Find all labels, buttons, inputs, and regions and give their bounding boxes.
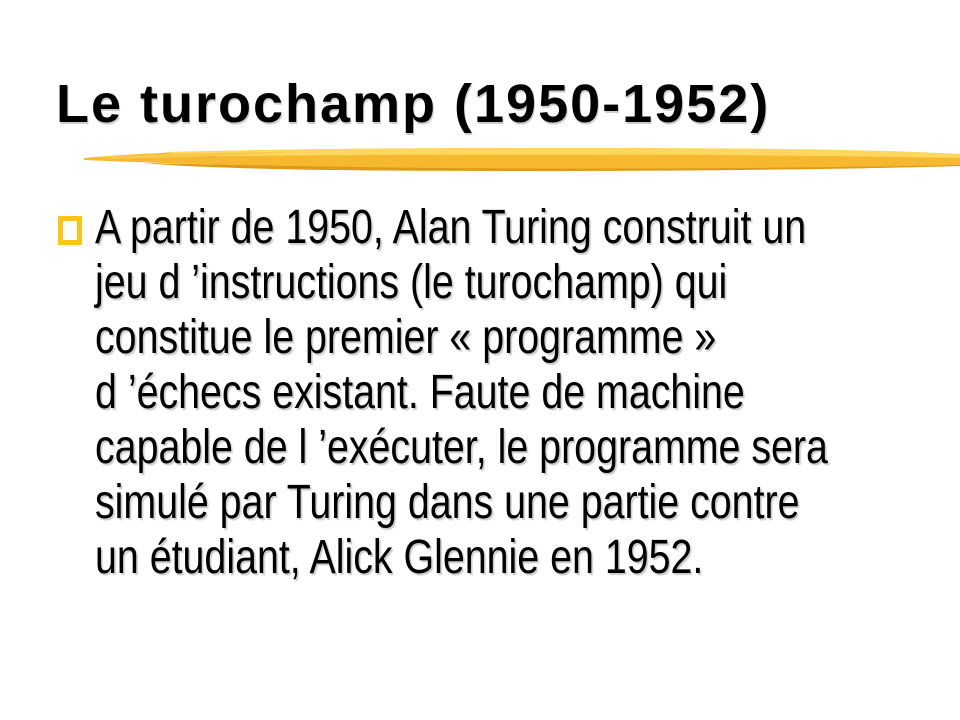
body-line: d ’échecs existant. Faute de machine [95, 366, 745, 419]
body-line: A partir de 1950, Alan Turing construit un [95, 201, 807, 254]
body-line: capable de l ’exécuter, le programme sera [95, 421, 828, 474]
brush-stroke-underline-icon [84, 139, 960, 177]
slide-title: Le turochamp (1950-1952) [56, 74, 771, 134]
body-line: constitue le premier « programme » [95, 311, 717, 364]
body-text-block [95, 200, 960, 585]
body-line: simulé par Turing dans une partie contre [95, 476, 800, 529]
body-line: jeu d ’instructions (le turochamp) qui [95, 256, 728, 309]
open-square-bullet-icon [58, 216, 82, 245]
body-line: un étudiant, Alick Glennie en 1952. [95, 531, 704, 584]
